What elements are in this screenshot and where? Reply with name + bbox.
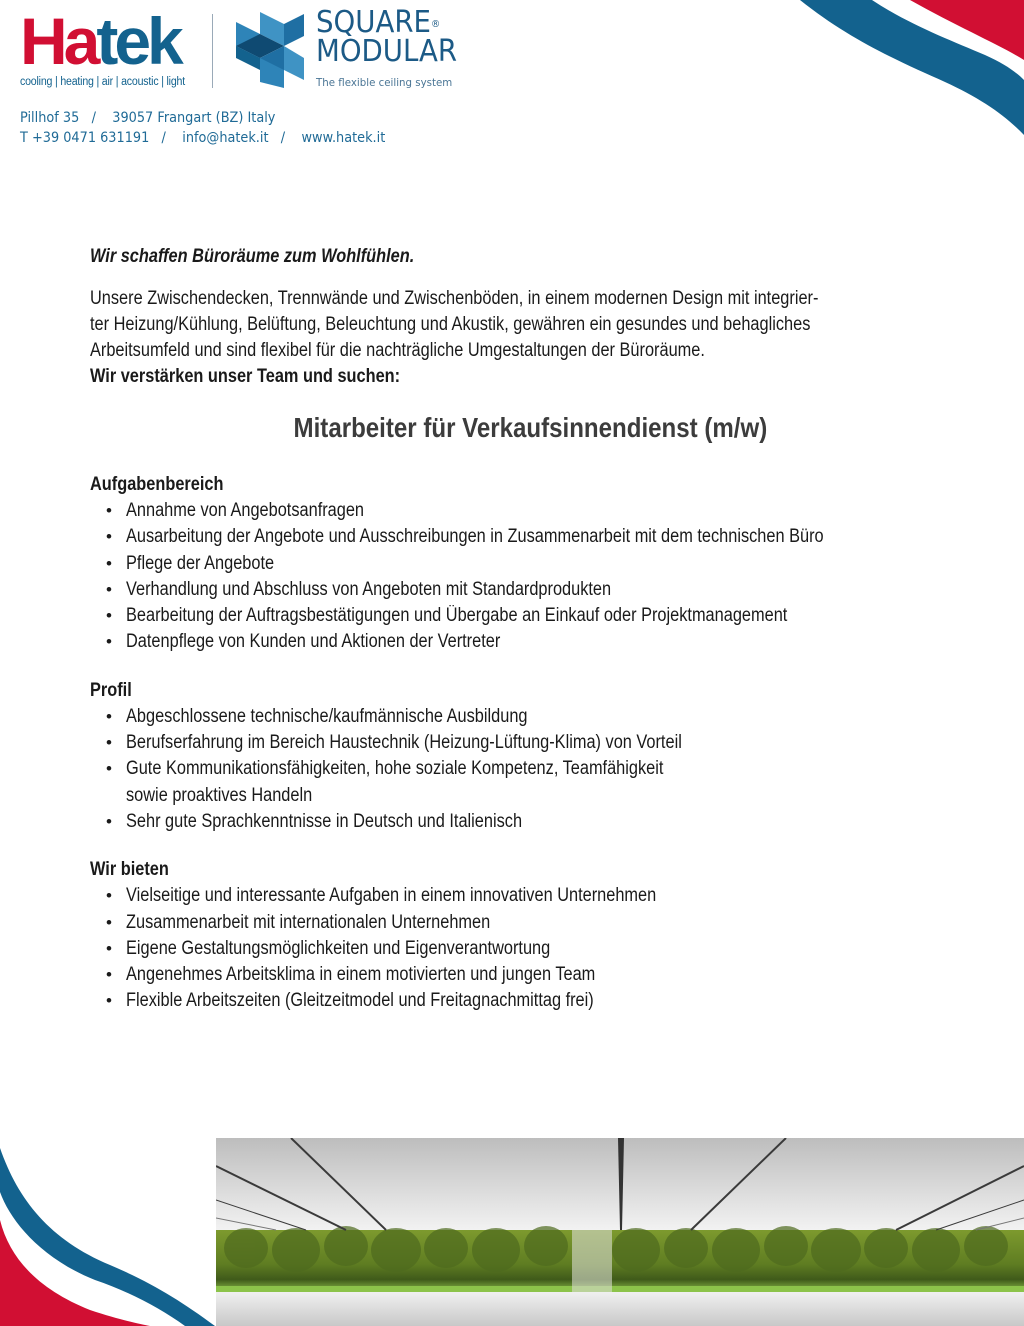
bullet-list: [90, 883, 970, 1014]
job-posting-content: [90, 244, 970, 1037]
hatek-logo: [20, 4, 192, 92]
list-item: [90, 883, 970, 909]
list-item: [90, 603, 970, 629]
list-item: [90, 809, 970, 835]
decorative-swoosh-top: [760, 0, 1024, 140]
list-item-text: Annahme von Angebotsanfragen: [126, 500, 365, 521]
section-heading: [90, 857, 970, 883]
list-item: [90, 936, 970, 962]
list-item-text: Sehr gute Sprachkenntnisse in Deutsch und Italienisch: [126, 810, 523, 832]
list-item: [90, 988, 970, 1014]
list-item: [90, 910, 970, 936]
decorative-swoosh-bottom: [0, 1140, 215, 1326]
square-modular-tagline: The flexible ceiling system: [316, 76, 453, 89]
section-profil: [90, 678, 970, 835]
hatek-wordmark-part1: Ha: [20, 4, 97, 78]
list-item: [90, 524, 970, 550]
job-title: [90, 410, 970, 446]
square-modular-wordmark: [316, 5, 458, 69]
list-item-text: Vielseitige und interessante Aufgaben in einem innovativen Unternehmen: [126, 885, 657, 907]
intro-paragraph: [90, 286, 970, 364]
hatek-tagline: cooling | heating | air | acoustic | light: [20, 76, 186, 88]
list-item: [90, 551, 970, 577]
bullet-list: [90, 498, 970, 656]
list-item-text: Abgeschlossene technische/kaufmännische Ausbildung: [126, 705, 528, 727]
hatek-wordmark: [20, 6, 180, 76]
list-item: [90, 629, 970, 655]
list-item-text: Zusammenarbeit mit internationalen Unternehmen: [126, 911, 491, 933]
list-item: [90, 577, 970, 603]
square-modular-line2: MODULAR: [316, 34, 458, 69]
list-item: [90, 498, 970, 524]
bullet-list: [90, 704, 970, 835]
section-heading-text: Wir bieten: [90, 859, 169, 881]
intro-paragraph-line: ter Heizung/Kühlung, Belüftung, Beleuchtung und Akustik, gewähren ein gesundes und behagliches: [90, 314, 811, 335]
contact-block: [20, 108, 385, 148]
address-line: Pillhof 35 / 39057 Frangart (BZ) Italy: [20, 110, 276, 126]
section-heading: [90, 472, 970, 498]
search-line-text: Wir verstärken unser Team und suchen:: [90, 366, 401, 387]
registered-mark: ®: [430, 19, 441, 30]
list-item-text: Eigene Gestaltungsmöglichkeiten und Eigenverantwortung: [126, 937, 551, 959]
section-heading: [90, 678, 970, 704]
square-modular-line1: SQUARE: [316, 5, 431, 40]
logo-divider: [212, 14, 213, 88]
intro-paragraph-line: Unsere Zwischendecken, Trennwände und Zwischenböden, in einem modernen Design mit integrier-: [90, 288, 819, 309]
list-item-text: Gute Kommunikationsfähigkeiten, hohe soziale Kompetenz, Teamfähigkeit: [126, 758, 664, 780]
section-wir-bieten: [90, 857, 970, 1014]
section-heading-text: Profil: [90, 679, 132, 701]
list-item-text: Pflege der Angebote: [126, 552, 275, 574]
search-line: [90, 364, 970, 390]
intro-heading-text: Wir schaffen Büroräume zum Wohlfühlen.: [90, 246, 415, 267]
list-item-text: Berufserfahrung im Bereich Haustechnik (Heizung-Lüftung-Klima) von Vorteil: [126, 732, 682, 754]
intro-paragraph-line: Arbeitsumfeld und sind flexibel für die nachträgliche Umgestaltungen der Büroräume.: [90, 340, 705, 361]
intro-heading: [90, 244, 970, 270]
list-item-text: Verhandlung und Abschluss von Angeboten mit Standardprodukten: [126, 578, 612, 600]
list-item-continuation: sowie proaktives Handeln: [126, 784, 313, 806]
list-item: [90, 962, 970, 988]
list-item-text: Ausarbeitung der Angebote und Ausschreibungen in Zusammenarbeit mit dem technischen Büro: [126, 526, 824, 548]
list-item-text: Datenpflege von Kunden und Aktionen der Vertreter: [126, 631, 501, 653]
list-item: [90, 730, 970, 756]
list-item: [90, 756, 970, 809]
hatek-wordmark-part2: tek: [96, 4, 180, 78]
section-heading-text: Aufgabenbereich: [90, 474, 224, 495]
section-aufgabenbereich: [90, 472, 970, 656]
list-item-text: Bearbeitung der Auftragsbestätigungen und Übergabe an Einkauf oder Projektmanagement: [126, 605, 788, 627]
office-ceiling-image: [216, 1138, 1024, 1326]
list-item-text: Flexible Arbeitszeiten (Gleitzeitmodel und Freitagnachmittag frei): [126, 990, 594, 1012]
job-title-text: Mitarbeiter für Verkaufsinnendienst (m/w): [293, 412, 767, 443]
contact-line: T +39 0471 631191 / info@hatek.it / www.hatek.it: [20, 130, 386, 146]
square-modular-icon: [236, 12, 304, 88]
list-item-text: Angenehmes Arbeitsklima in einem motivierten und jungen Team: [126, 964, 596, 986]
list-item: [90, 704, 970, 730]
